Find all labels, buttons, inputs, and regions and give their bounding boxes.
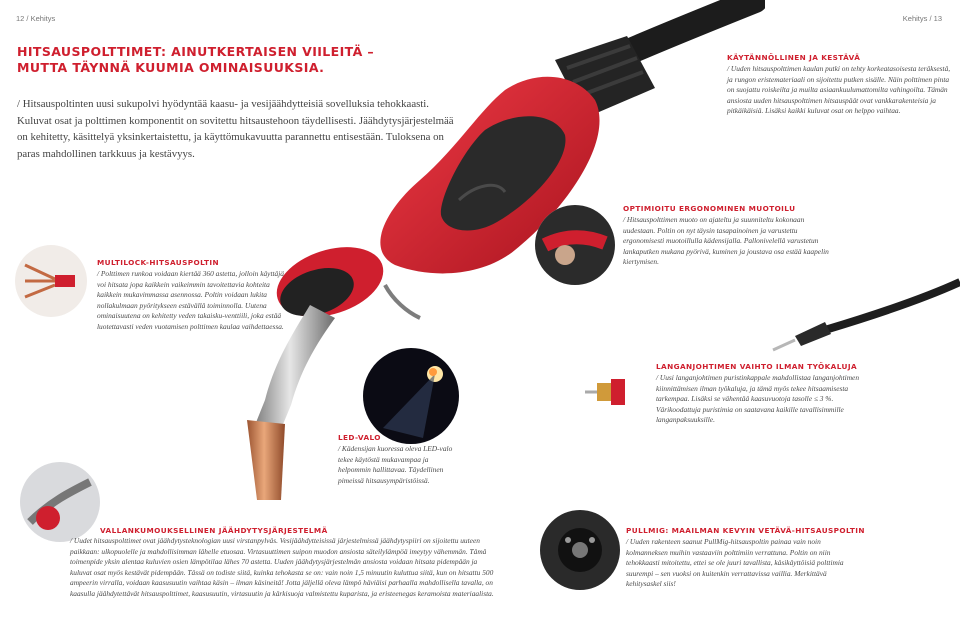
section-body-langanjohtimen: / Uusi langanjohtimen puristinkappale mahdollistaa langanjohtimen kiinnittämisen ilman työkaluja, ja tämä myös tekee hitsaamisesta tarkempaa. Lisäksi se vähentää kaasuvuotoja tasolle ≤ 3 %. Värikoodattuja puristimia on saatavana kaikille tavallisimmille langanpaksuuksille. [656,373,860,425]
page-number-right: Kehitys / 13 [902,14,942,23]
intro-paragraph: / Hitsauspoltinten uusi sukupolvi hyödyntää kaasu- ja vesijäähdytteisiä sovelluksia tehokkaasti. Kuluvat osat ja polttimen komponentit on sovitettu hitsaustehoon täydellisesti. Jäähdytysjärjestelmää on kehitetty, käsittelyä yksinkertaistettu, ja käyttömukavuutta parannettu entisestään. Tuloksena on paras mahdollinen tarkkuus ja kestävyys. [17,98,454,160]
section-body-led: / Kädensijan kuoressa oleva LED-valo tekee käytöstä mukavampaa ja helpommin hallittavaa. Täydellinen pimeissä hitsausympäristöissä. [338,444,453,485]
led-photo [363,348,459,444]
cable-illustration [755,270,960,360]
wireguide-photo [577,355,649,427]
section-title-led: LED-VALO [338,433,381,442]
section-title-vallankumouksellinen: VALLANKUMOUKSELLINEN JÄÄHDYTYSJÄRJESTELMÄ [100,526,328,535]
page-title-line-2: MUTTA TÄYNNÄ KUUMIA OMINAISUUKSIA. [17,60,325,75]
section-title-langanjohtimen: LANGANJOHTIMEN VAIHTO ILMAN TYÖKALUJA [656,362,858,371]
cooling-photo [20,462,100,542]
section-body-kaytannollinen: / Uuden hitsauspolttimen kaulan putki on tehty korkeatasoisesta teräksestä, ja rungon eristemateriaali on sijoitettu putken sisälle. Näin polttimen pinta on suojattu roiskeilta ja muilta asiaankuulumattomilta vahingoilta. Tämän ansiosta uuden hitsauspolttimen hitsauspäät ovat vankkarakenteisia ja pitkäikäisiä. Lisäksi kaikki kuluvat osat on helppo vaihtaa. [727,64,951,116]
section-body-pullmig: / Uuden rakenteen saanut PullMig-hitsauspoltin painaa vain noin kolmanneksen muihin vastaaviin polttimiin verrattuna. Poltin on niin tehokkaasti mitoitettu, ettei se ole juuri tavallista, käsikäyttöisiä polttimia suurempi – sen vuoksi on kuitenkin verrattavissa vaillia. Merkittävä kehitysaskel siis! [626,537,844,589]
pullmig-photo [540,510,620,590]
multilock-photo [15,245,87,317]
page-title-line-1: HITSAUSPOLTTIMET: AINUTKERTAISEN VIILEITÄ – [17,44,375,59]
page-number-left: 12 / Kehitys [16,14,56,23]
section-body-multilock: / Polttimen runkoa voidaan kiertää 360 astetta, jolloin käyttäjä voi hitsata jopa kaikkein vaikeimmin tavoitettavia kohteita kaikkein mukavimmassa asennossa. Poltin voidaan lukita nollakulmaan pyöritykseen estävällä toiminnolla. Uutena ominaisuutena on kehitetty veden takaisku-venttiili, joka estää luotettavasti veden vuotamisen polttimen kaulaa vaihdettaessa. [97,269,284,331]
section-title-multilock: MULTILOCK-HITSAUSPOLTIN [97,258,219,267]
ergonomic-photo [535,205,615,285]
section-body-vallankumouksellinen: / Uudet hitsauspolttimet ovat jäähdytysteknologian uusi virstanpylväs. Vesijäähdytteisissä järjestelmissä jäähdytyspiiri on sijoitettu uuteen paikkaan: ulkopuolelle ja mahdollisimman lähelle etuosaa. Virtasuuttimen suipon muodon ansiosta säteilylämpöä imeytyy vähemmän. Tämä toimenpide yksin alentaa kuluvien osien lämpötilaa lähes 70 astetta. Uuden jäähdytysjärjestelmän ansiosta voidaan hitsata pidempään ja kuluvat osat myös kestävät pidempään. Tässä on todiste siitä, kuinka tehokasta se on: vain noin 1,5 minuutin kuluttua siitä, kun on hitsattu 500 ampeerin virralla, voidaan kaasusuutin vaihtaa käsin – ilman käsineitä! Jotta jäljellä oleva lämpö häviäisi parhaalla mahdollisella tavalla, on kaasulla jäähdytettävät hitsauspolttimet, kaasusuutin, virtasuutin ja kärkisuoja valmistettu kuparista, ja eristeenegas keramoista materiaalista. [70,536,494,598]
section-title-ergonominen: OPTIMIOITU ERGONOMINEN MUOTOILU [623,204,796,213]
section-body-ergonominen: / Hitsauspolttimen muoto on ajateltu ja suunniteltu kokonaan uudestaan. Poltin on nyt täysin tasapainoinen ja varustettu ergonomisesti muotoillulla kädensijalla. Pallonivelellä varustetun lankaputken mukana pyörivä, kuminen ja joustava osa estää kaapelin kiertymisen. [623,215,829,267]
section-title-pullmig: PULLMIG: MAAILMAN KEVYIN VETÄVÄ-HITSAUSPOLTIN [626,526,865,535]
section-title-kaytannollinen: KÄYTÄNNÖLLINEN JA KESTÄVÄ [727,53,861,62]
